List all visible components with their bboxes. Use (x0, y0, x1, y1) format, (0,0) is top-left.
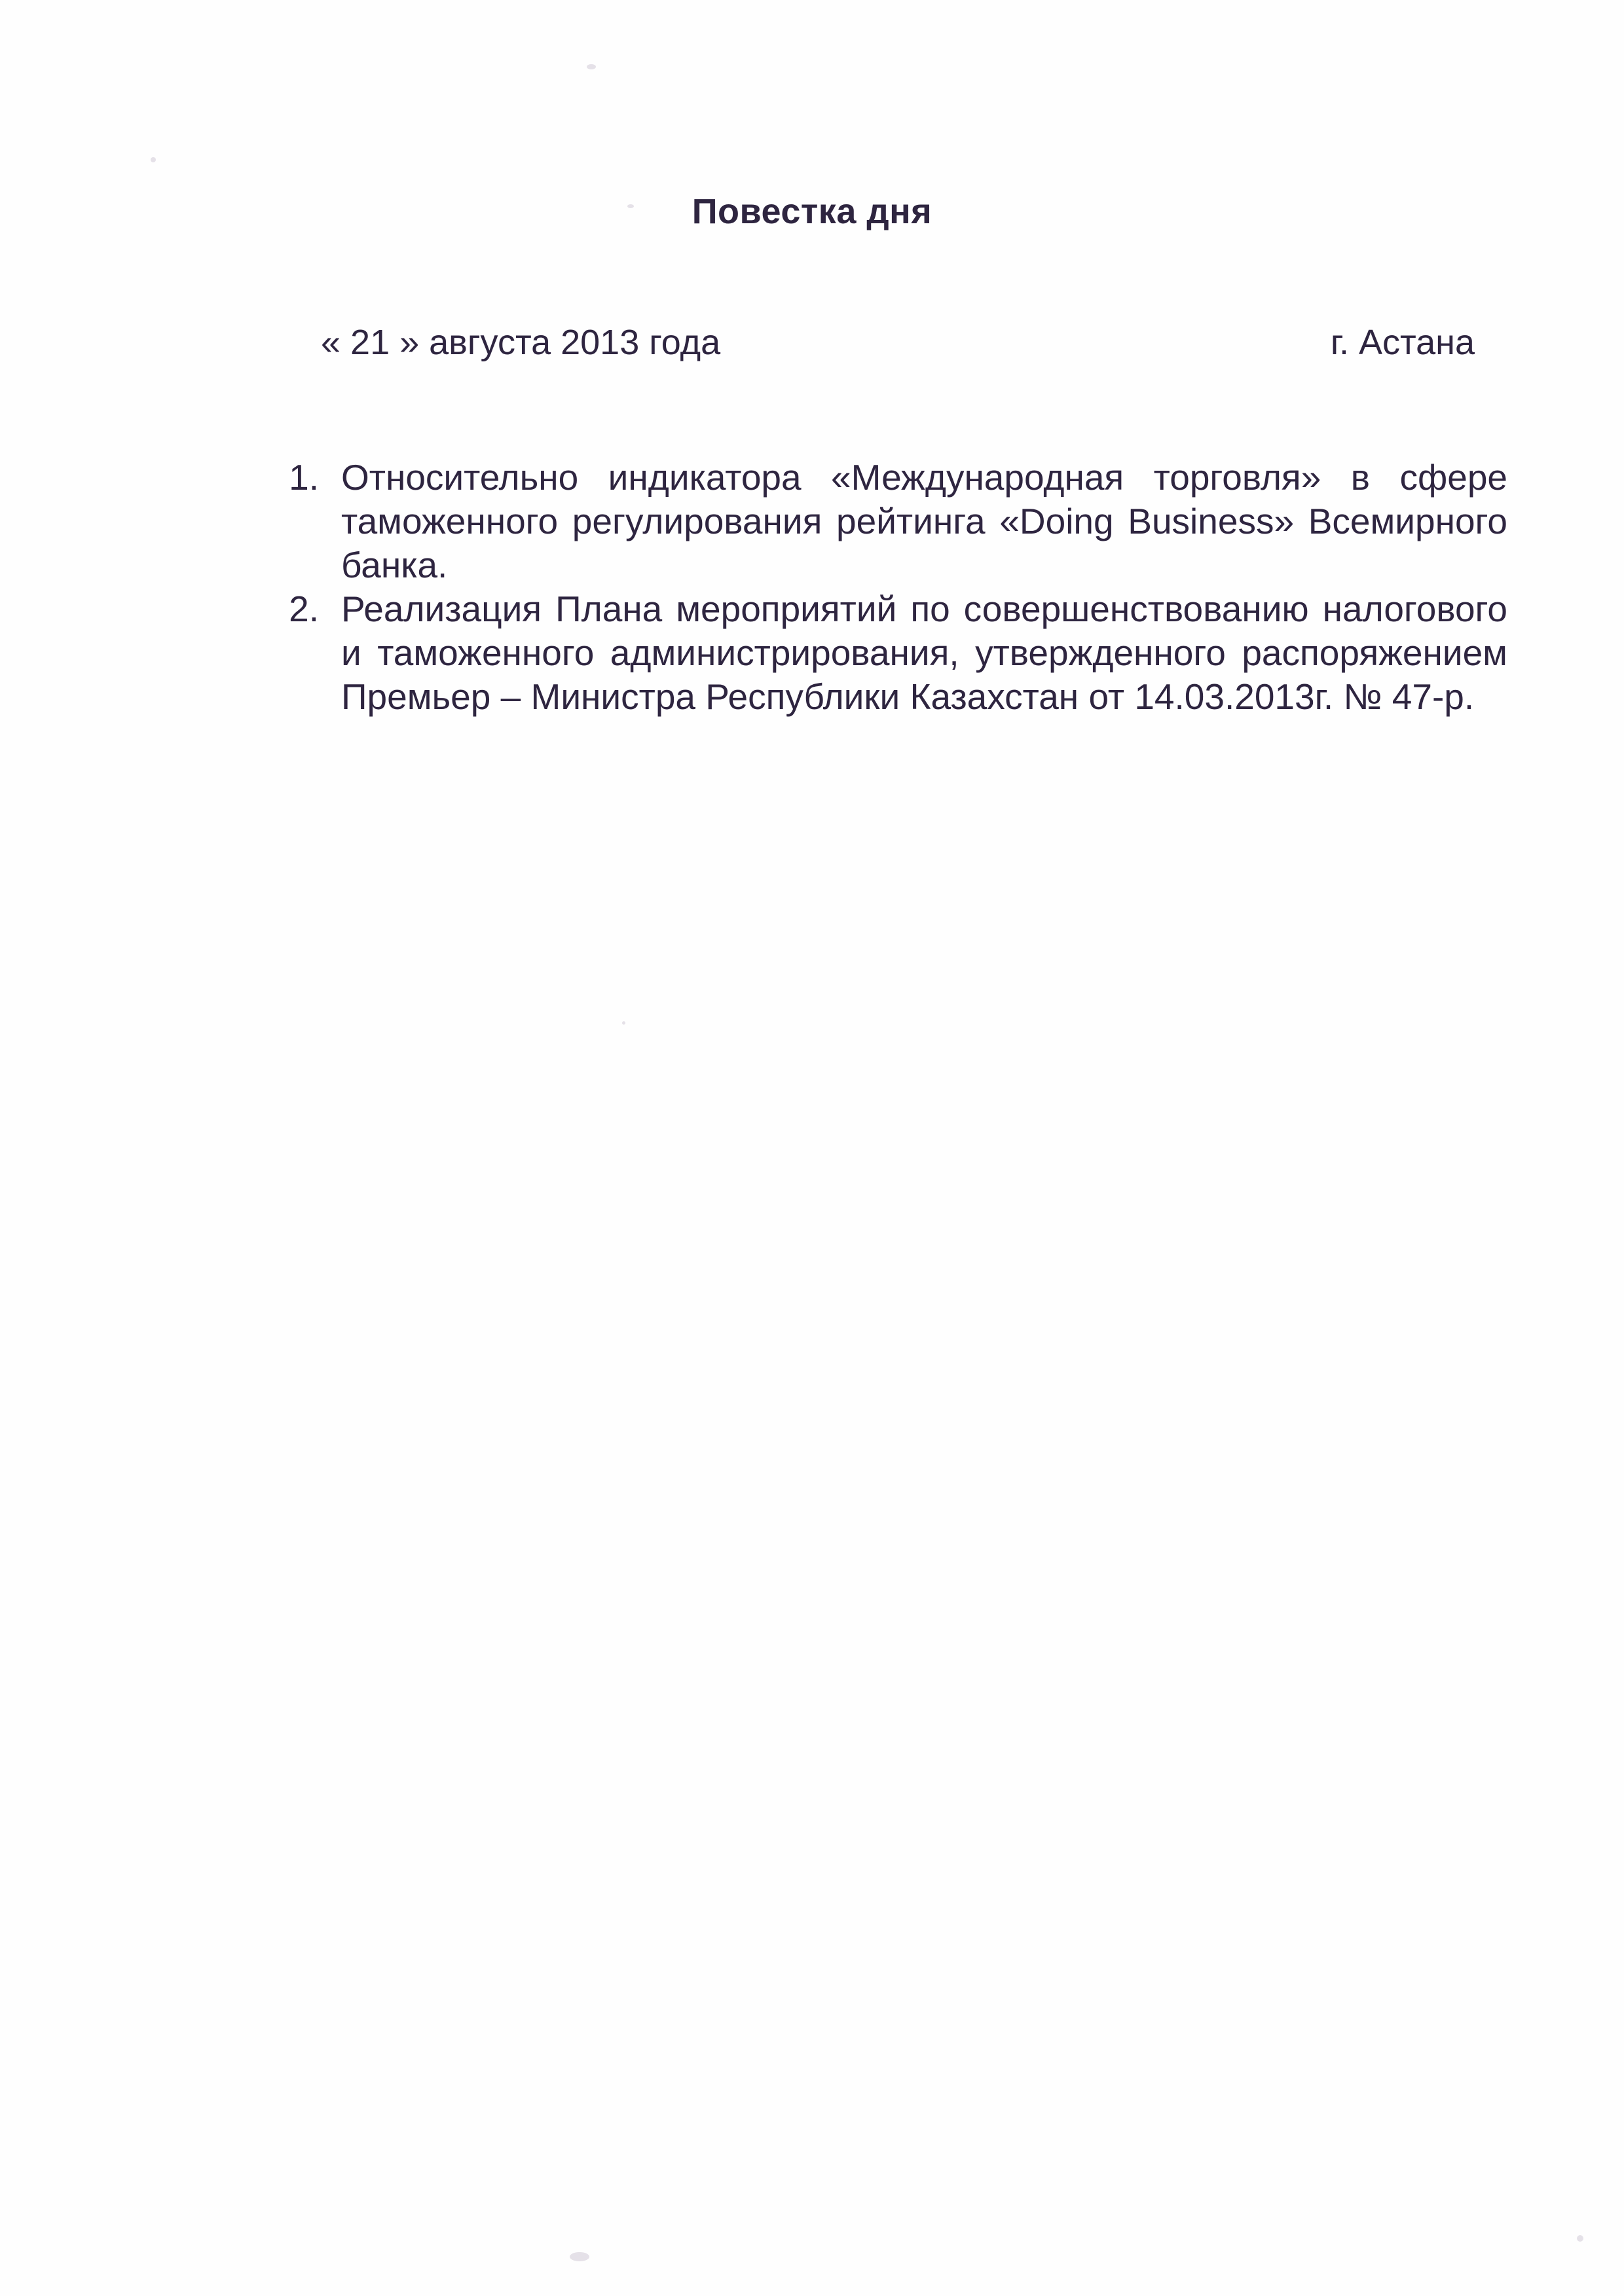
document-title: Повестка дня (692, 192, 932, 231)
agenda-item (262, 456, 1507, 587)
agenda-list (262, 456, 1507, 719)
scan-speck (587, 64, 596, 69)
scan-speck (570, 2252, 589, 2261)
scan-speck (622, 1021, 625, 1025)
scan-speck (1577, 2235, 1583, 2242)
document-city: г. Астана (1330, 323, 1475, 362)
date-location-row (321, 322, 1475, 363)
agenda-item-text: Относительно индикатора «Международная торговля» в сфере таможенного регулирования рейтинга «Doing Business» Всемирного банка. (341, 457, 1507, 585)
agenda-item-number: 2. (289, 589, 319, 629)
agenda-item-number: 1. (289, 457, 319, 498)
agenda-item (262, 587, 1507, 719)
document-date: « 21 » августа 2013 года (321, 323, 721, 362)
scan-speck (151, 157, 156, 162)
agenda-item-text: Реализация Плана мероприятий по совершенствованию налогового и таможенного администрирования, утвержденного распоряжением Премьер – Министра Республики Казахстан от 14.03.2013г. № 47-р. (341, 589, 1507, 717)
